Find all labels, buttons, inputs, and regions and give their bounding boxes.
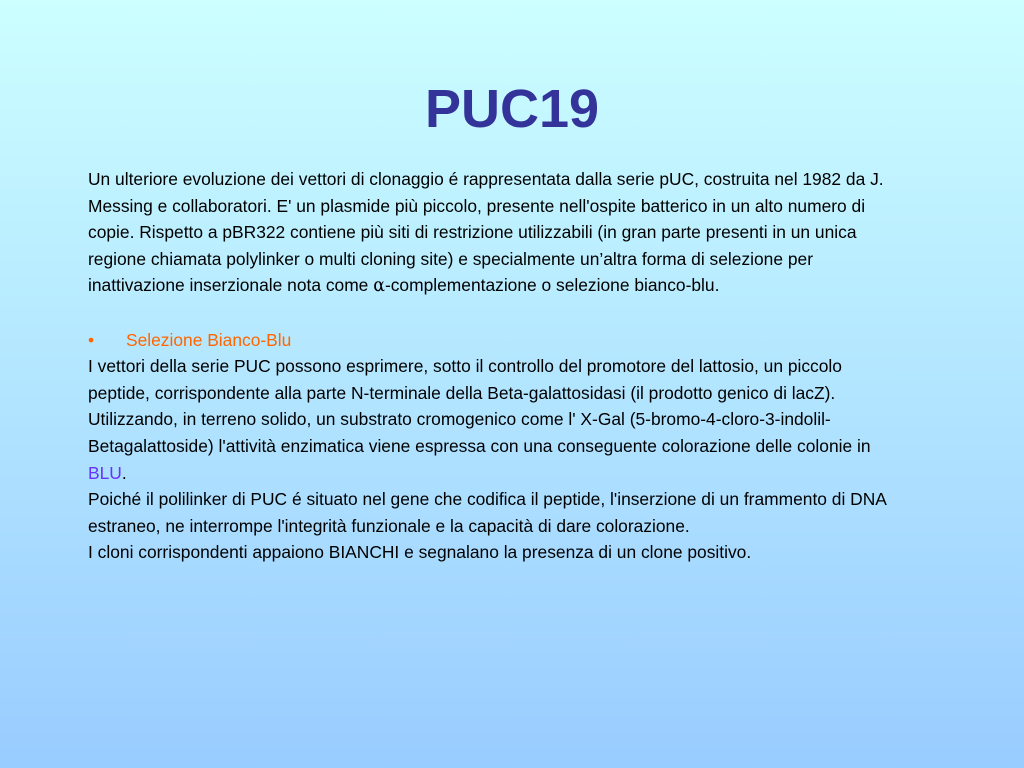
intro-paragraph (88, 166, 888, 300)
intro-text-end: -complementazione o selezione bianco-blu. (384, 275, 720, 296)
blu-highlight: BLU (88, 462, 122, 483)
bullet-label: Selezione Bianco-Blu (126, 329, 292, 350)
paragraph-gap (88, 300, 888, 327)
xgal-text: Utilizzando, in terreno solido, un substrato cromogenico come l' X-Gal (5-bromo-4-cloro-3-indolil-Betagalattoside) l'attività enzimatica viene espressa con una conseguente colorazione delle colonie in (88, 409, 871, 456)
paragraph-white-clones: I cloni corrispondenti appaiono BIANCHI e segnalano la presenza di un clone positivo. (88, 542, 752, 563)
slide-body (88, 166, 888, 566)
slide-title: PUC19 (424, 79, 600, 139)
alpha-symbol: α (373, 276, 385, 297)
xgal-text-end: . (121, 462, 127, 483)
paragraph-xgal (88, 406, 888, 486)
paragraph-polylinker: Poiché il polilinker di PUC é situato nel gene che codifica il peptide, l'inserzione di un frammento di DNA estraneo, ne interrompe l'integrità funzionale e la capacità di dare colorazione. (88, 489, 886, 536)
bullet-item (88, 327, 888, 354)
intro-text: Un ulteriore evoluzione dei vettori di clonaggio é rappresentata dalla serie pUC, costruita nel 1982 da J. Messing e collaboratori. E' un plasmide più piccolo, presente nell'ospite batterico in un alto numero di copie. Rispetto a pBR322 contiene più siti di restrizione utilizzabili (in gran parte presenti in un unica regione chiamata polylinker o multi cloning site) e specialmente un’altra forma di selezione per inattivazione inserzionale nota come (88, 169, 884, 296)
paragraph-lac-promoter: I vettori della serie PUC possono esprimere, sotto il controllo del promotore del lattosio, un piccolo peptide, corrispondente alla parte N-terminale della Beta-galattosidasi (il prodotto genico di lacZ). (88, 356, 842, 403)
bullet-icon: • (88, 329, 95, 350)
